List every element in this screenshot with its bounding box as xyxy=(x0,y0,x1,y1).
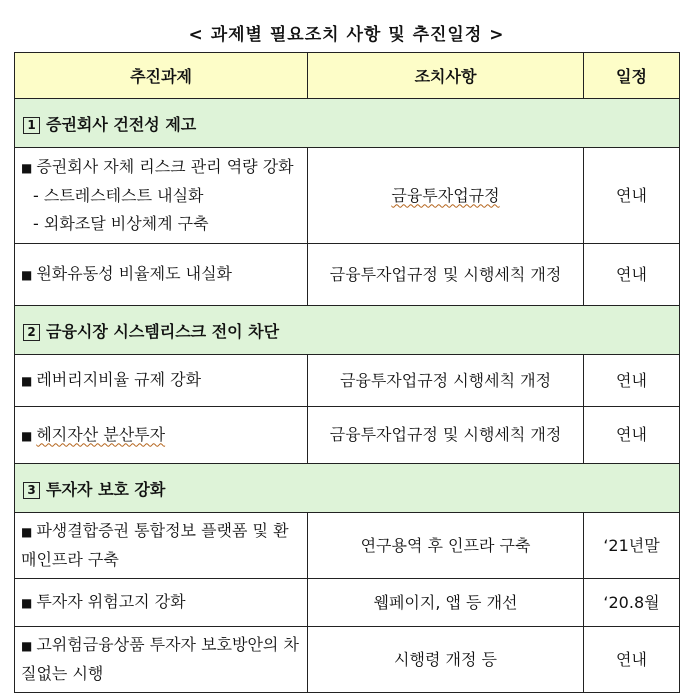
action-text: 금융투자업규정 및 시행세칙 개정 xyxy=(329,264,562,284)
action-cell xyxy=(308,355,584,407)
table-row xyxy=(15,513,680,579)
task-cell xyxy=(15,407,308,464)
bullet-icon: ■ xyxy=(21,639,33,653)
bullet-icon: ■ xyxy=(21,596,33,610)
task-cell xyxy=(15,579,308,627)
schedule-cell: 연내 xyxy=(584,407,680,464)
task-text: 원화유동성 비율제도 내실화 xyxy=(36,264,232,283)
table-title: < 과제별 필요조치 사항 및 추진일정 > xyxy=(188,25,505,45)
schedule-cell: 연내 xyxy=(584,244,680,306)
table-row xyxy=(15,244,680,306)
bullet-icon: ■ xyxy=(21,428,33,443)
action-cell xyxy=(308,513,584,579)
action-text: 금융투자업규정 xyxy=(391,185,500,205)
table-row xyxy=(15,148,680,244)
schedule-cell: 연내 xyxy=(584,627,680,693)
action-text: 금융투자업규정 시행세칙 개정 xyxy=(339,370,552,390)
task-cell xyxy=(15,627,308,693)
task-text: 고위험금융상품 투자자 보호방안의 차질없는 시행 xyxy=(21,635,299,683)
header-row xyxy=(15,53,680,99)
bullet-icon: ■ xyxy=(21,161,33,175)
header-task: 추진과제 xyxy=(15,53,308,99)
action-cell xyxy=(308,627,584,693)
table-row xyxy=(15,407,680,464)
action-text: 금융투자업규정 및 시행세칙 개정 xyxy=(329,425,562,444)
schedule-cell: 연내 xyxy=(584,148,680,244)
bullet-icon: ■ xyxy=(21,268,33,282)
section-label: 투자자 보호 강화 xyxy=(46,479,166,499)
header-schedule: 일정 xyxy=(584,53,680,99)
action-cell xyxy=(308,244,584,306)
action-text: 연구용역 후 인프라 구축 xyxy=(360,535,531,555)
sub-item: - 스트레스테스트 내실화 xyxy=(33,186,204,205)
sub-item: - 외화조달 비상체계 구축 xyxy=(33,214,209,233)
table-row xyxy=(15,579,680,627)
task-cell xyxy=(15,513,308,579)
task-text: 헤지자산 분산투자 xyxy=(36,424,166,444)
header-action: 조치사항 xyxy=(308,53,584,99)
task-cell xyxy=(15,148,308,244)
table-row xyxy=(15,355,680,407)
section-row-3 xyxy=(15,464,680,513)
task-text: 레버리지비율 규제 강화 xyxy=(36,370,202,389)
bullet-icon: ■ xyxy=(21,374,33,388)
section-number: 3 xyxy=(23,482,40,499)
section-label: 증권회사 건전성 제고 xyxy=(46,114,197,134)
action-text: 웹페이지, 앱 등 개선 xyxy=(373,592,518,612)
table-row xyxy=(15,627,680,693)
task-text: 투자자 위험고지 강화 xyxy=(36,592,186,611)
section-row-2 xyxy=(15,306,680,355)
section-number: 1 xyxy=(23,117,40,134)
measures-table xyxy=(14,52,680,693)
task-text: 파생결합증권 통합정보 플랫폼 및 환매인프라 구축 xyxy=(21,521,289,569)
schedule-cell: ‘21년말 xyxy=(584,513,680,579)
action-cell xyxy=(308,148,584,244)
section-label: 금융시장 시스템리스크 전이 차단 xyxy=(46,321,280,341)
action-text: 시행령 개정 등 xyxy=(394,649,497,669)
task-text: 증권회사 자체 리스크 관리 역량 강화 xyxy=(36,157,294,176)
schedule-cell: 연내 xyxy=(584,355,680,407)
schedule-cell: ‘20.8월 xyxy=(584,579,680,627)
action-cell xyxy=(308,407,584,464)
task-cell xyxy=(15,355,308,407)
bullet-icon: ■ xyxy=(21,525,33,539)
section-row-1 xyxy=(15,99,680,148)
section-number: 2 xyxy=(23,324,40,341)
task-cell xyxy=(15,244,308,306)
action-cell xyxy=(308,579,584,627)
